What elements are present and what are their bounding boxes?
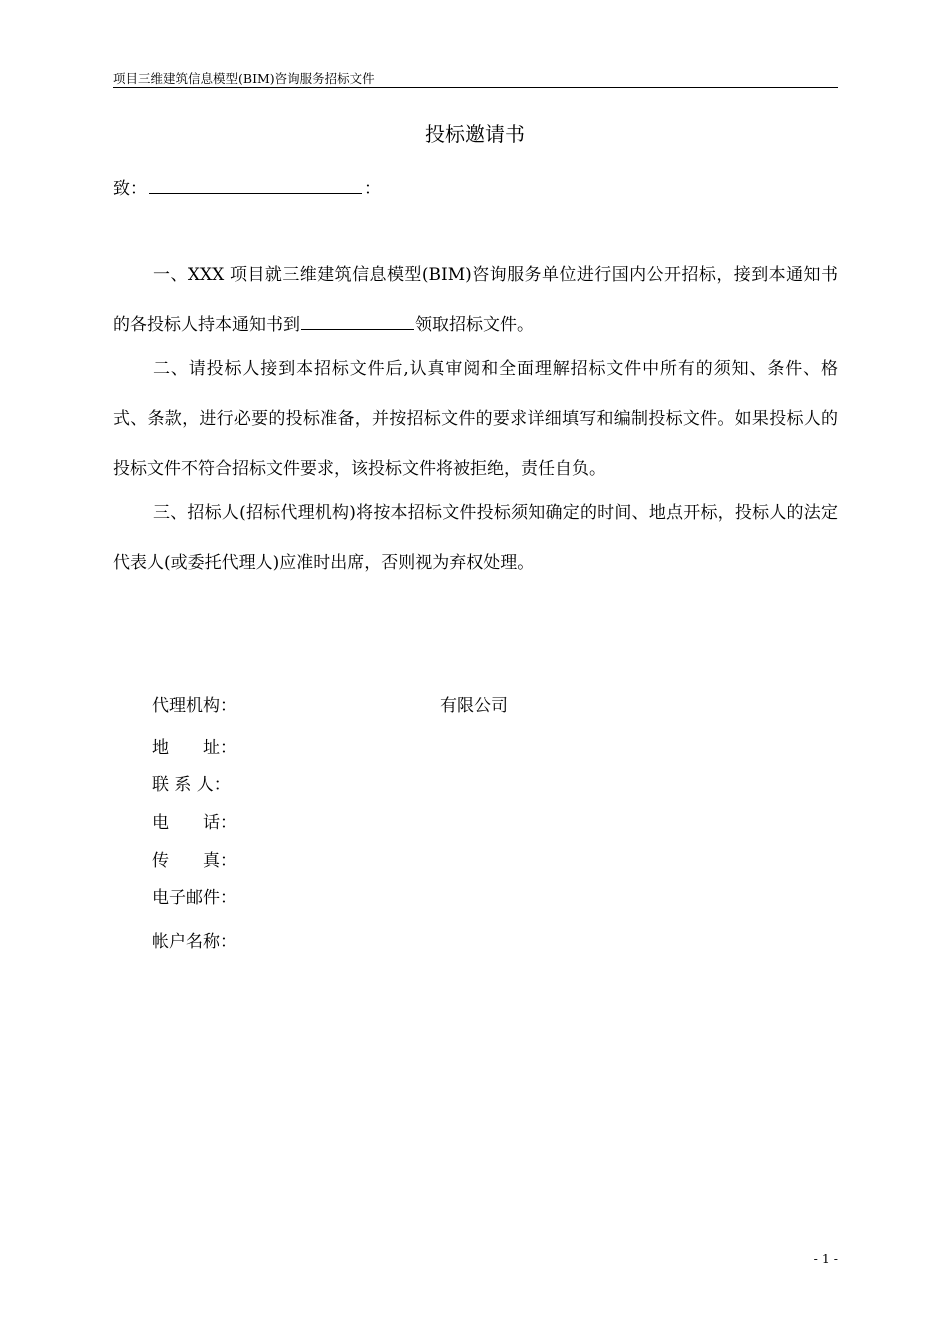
- page-number: - 1 -: [813, 1251, 838, 1266]
- recipient-prefix: 致：: [113, 179, 147, 199]
- recipient-line: [113, 176, 381, 201]
- contact-label: 联 系 人：: [152, 775, 231, 795]
- paragraph-3: 三、招标人(招标代理机构)将按本招标文件投标须知确定的时间、地点开标，投标人的法定代表人(或委托代理人)应准时出席，否则视为弃权处理。: [113, 503, 838, 573]
- recipient-suffix: ：: [364, 179, 381, 199]
- location-blank: [301, 311, 414, 330]
- recipient-blank: [149, 176, 362, 194]
- paragraph-1-end: 领取招标文件。: [415, 315, 534, 335]
- email-label: 电子邮件：: [152, 888, 237, 908]
- account-label: 帐户名称：: [152, 932, 237, 952]
- address-label: 地 址：: [152, 738, 237, 758]
- agency-label: 代理机构：: [152, 696, 237, 716]
- fax-label: 传 真：: [152, 851, 237, 871]
- document-title: 投标邀请书: [425, 122, 525, 146]
- phone-label: 电 话：: [152, 813, 237, 833]
- paragraph-1-text: 一、XXX 项目就三维建筑信息模型(BIM)咨询服务单位进行国内公开招标，接到本通知书的各投标人持本通知书到: [113, 265, 838, 335]
- header-text: 项目三维建筑信息模型(BIM)咨询服务招标文件: [113, 71, 375, 86]
- company-suffix: 有限公司: [440, 696, 508, 716]
- paragraph-2: 二、请投标人接到本招标文件后,认真审阅和全面理解招标文件中所有的须知、条件、格式、条款，进行必要的投标准备，并按招标文件的要求详细填写和编制投标文件。如果投标人的投标文件不符合招标文件要求，该投标文件将被拒绝，责任自负。: [113, 359, 838, 479]
- page-header: [113, 71, 838, 88]
- paragraph-1: [113, 250, 838, 350]
